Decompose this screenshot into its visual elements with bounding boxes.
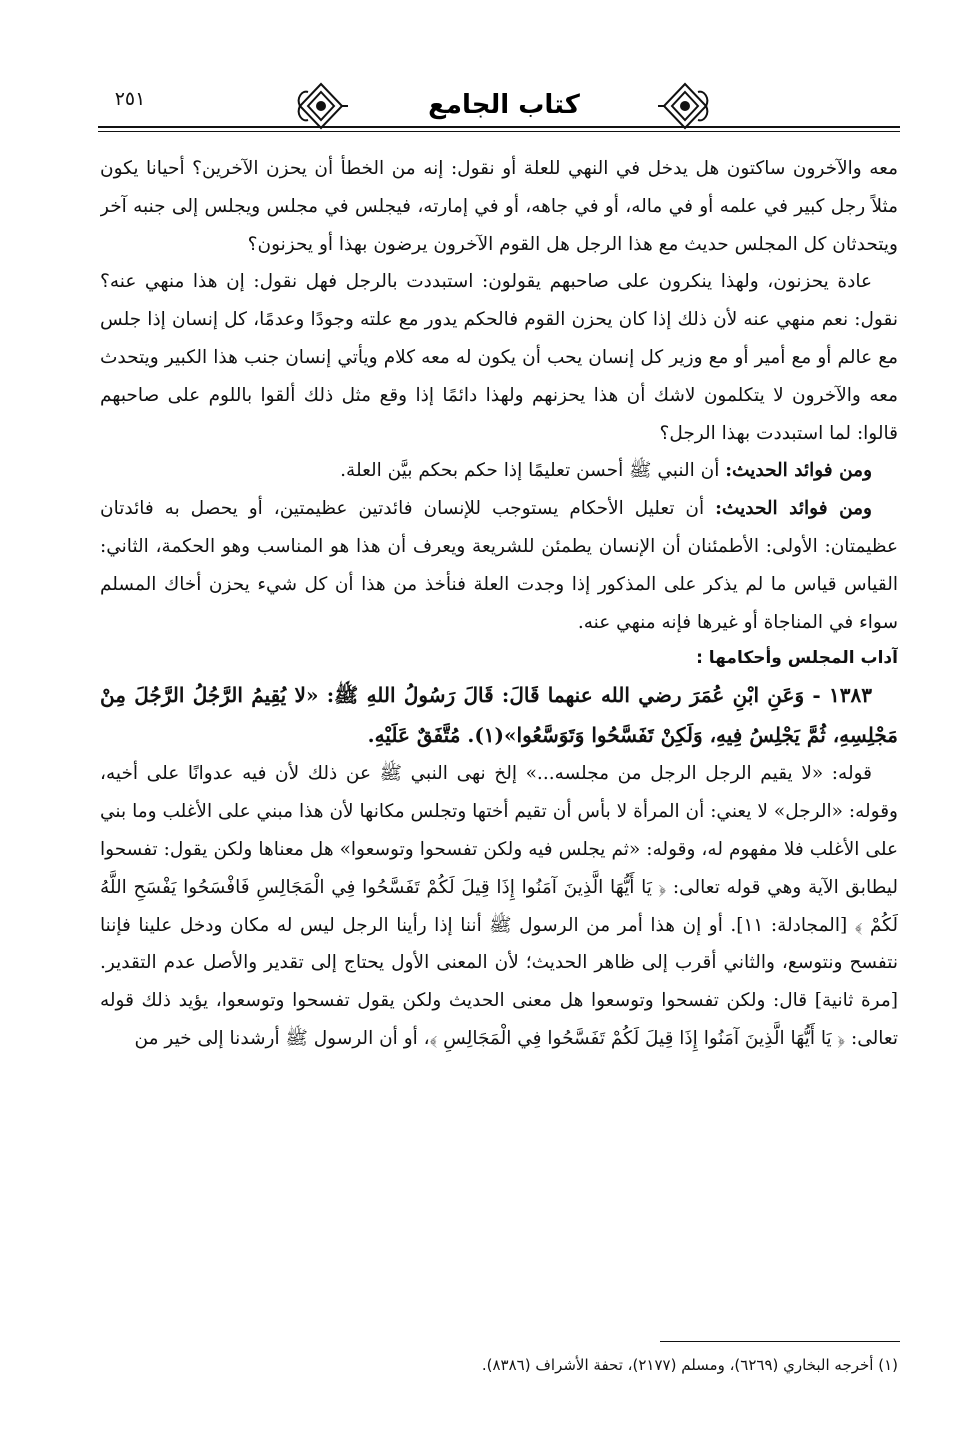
main-text [100, 150, 898, 1312]
benefit-text: أن النبي ﷺ أحسن تعليمًا إذا حكم بحكم بيَّن العلة. [340, 460, 726, 482]
paragraph-5: قوله: «لا يقيم الرجل الرجل من مجلسه...» إلخ نهى النبي ﷺ عن ذلك لأن فيه عدوانًا على أخيه، وقوله: «الرجل» لا يعني: أن المرأة لا بأس أن تقيم أختها وتجلس مكانها لأن هذا مبني على الأغلب وما بني على الأغلب فلا مفهوم له، وقوله: «ثم يجلس فيه ولكن تفسحوا وتوسعوا» هل معناها ولكن يقول: تفسحوا ليطابق الآية وهي قوله تعالى: ﴿ يَا أَيُّهَا الَّذِينَ آمَنُوا إِذَا قِيلَ لَكُمْ تَفَسَّحُوا فِي الْمَجَالِسِ فَافْسَحُوا يَفْسَحِ اللَّهُ لَكُمْ ﴾ [المجادلة: ١١]. أو إن هذا أمر من الرسول ﷺ أننا إذا رأينا الرجل ليس له مكان ودخل علينا فإننا نتفسح ونتوسع، والثاني أقرب إلى ظاهر الحديث؛ لأن المعنى الأول يحتاج إلى تقدير والأصل عدم التقدير. [مرة ثانية] قال: ولكن تفسحوا وتوسعوا هل معنى الحديث ولكن يقول تفسحوا وتوسعوا، يؤيد ذلك قوله تعالى: ﴿ يَا أَيُّهَا الَّذِينَ آمَنُوا إِذَا قِيلَ لَكُمْ تَفَسَّحُوا فِي الْمَجَالِسِ ﴾، أو أن الرسول ﷺ أرشدنا إلى خير من [100, 763, 898, 1049]
left-ornament-icon [294, 80, 348, 132]
footnote: (١) أخرجه البخاري (٦٢٦٩)، ومسلم (٢١٧٧)، تحفة الأشراف (٨٣٨٦). [481, 1356, 898, 1374]
book-title: كتاب الجامع [428, 90, 580, 120]
benefit-label: ومن فوائد الحديث: [725, 460, 872, 482]
hadith-text: ١٣٨٣ - وَعَنِ ابْنِ عُمَرَ رضي الله عنهما قَالَ: قَالَ رَسُولُ اللهِ ﷺ: «لا يُقِيمُ الرَّجُلُ الرَّجُلَ مِنْ مَجْلِسِهِ، ثُمَّ يَجْلِسُ فِيهِ، وَلَكِنْ تَفَسَّحُوا وَتَوَسَّعُوا»(١). مُتَّفَقٌ عَلَيْهِ. [100, 683, 898, 748]
benefit-text: أن تعليل الأحكام يستوجب للإنسان فائدتين عظيمتين، أو يحصل به فائدتان عظيمتان: الأولى: الأطمئنان أن الإنسان يطمئن للشريعة ويعرف أن هذا هو المناسب وهو الحكمة، الثاني: القياس قياس ما لم يذكر على المذكور إذا وجدت العلة فنأخذ من هذا أن كل شيء يحزن أخاك المسلم سواء في المناجاة أو غيرها فإنه منهي عنه. [100, 498, 898, 633]
header-rule [98, 126, 900, 128]
section-heading: آداب المجلس وأحكامها : [696, 648, 898, 669]
benefit-label: ومن فوائد الحديث: [715, 498, 872, 520]
right-ornament-icon [658, 80, 712, 132]
header-rule-thin [98, 131, 900, 132]
paragraph-2: عادة يحزنون، ولهذا ينكرون على صاحبهم يقولون: استبددت بالرجل فهل نقول: إن هذا منهي عنه؟ نقول: نعم منهي عنه لأن ذلك إذا كان يحزن القوم فالحكم يدور مع علته وجودًا وعدمًا، كل إنسان إذا جلس مع عالم أو مع أمير أو مع وزير كل إنسان يحب أن يكون له معه كلام ويأتي إنسان جنب هذا الكبير ويتحدث معه والآخرون لا يتكلمون لاشك أن هذا يحزنهم ولهذا دائمًا إذا وقع مثل ذلك ألقوا باللوم على صاحبهم قالوا: لما استبددت بهذا الرجل؟ [100, 271, 898, 444]
footnote-rule [660, 1341, 900, 1342]
page-header [98, 80, 900, 146]
paragraph-1: معه والآخرون ساكتون هل يدخل في النهي للعلة أو نقول: إنه من الخطأ أن يحزن الآخرين؟ أحيانا يكون مثلاً رجل كبير في علمه أو في ماله، أو في جاهه، أو في إمارته، فيجلس في مجلس ويجلس إلى جنبه آخر ويتحدثان كل المجلس حديث مع هذا الرجل هل القوم الآخرون يرضون بهذا أو يحزنون؟ [100, 158, 898, 255]
paragraph-4 [100, 490, 898, 641]
paragraph-3 [100, 452, 898, 490]
page-number: ٢٥١ [114, 88, 146, 110]
